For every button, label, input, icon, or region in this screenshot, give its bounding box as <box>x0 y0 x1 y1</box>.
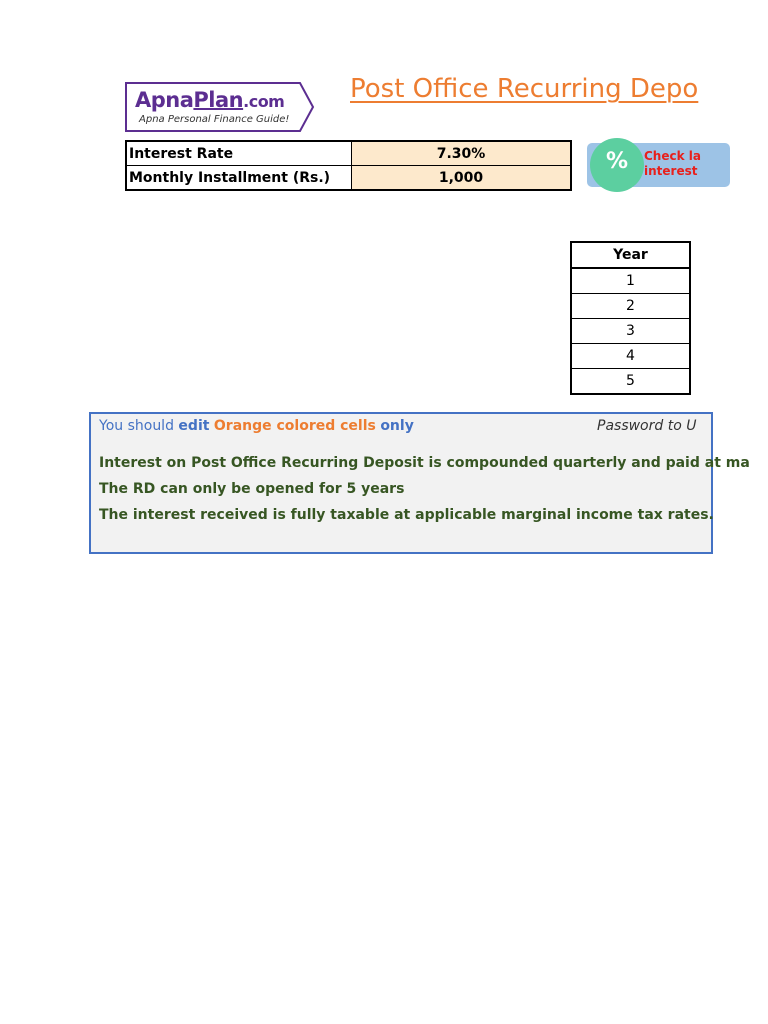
year-cell: 3 <box>571 319 690 344</box>
page-title: Post Office Recurring Depo <box>350 74 699 104</box>
input-row-monthly-installment <box>126 166 571 191</box>
monthly-installment-label: Monthly Installment (Rs.) <box>126 166 352 191</box>
interest-rate-cell[interactable]: 7.30% <box>352 141 572 166</box>
edit-instruction: You should edit Orange colored cells only <box>99 418 414 434</box>
logo-wordmark: ApnaPlan.com <box>135 88 285 112</box>
table-row <box>571 369 690 395</box>
monthly-installment-cell[interactable]: 1,000 <box>352 166 572 191</box>
table-row <box>571 319 690 344</box>
interest-rate-label: Interest Rate <box>126 141 352 166</box>
note-line-compounding: Interest on Post Office Recurring Deposit is compounded quarterly and paid at ma <box>99 455 750 471</box>
note-line-taxation: The interest received is fully taxable at applicable marginal income tax rates. <box>99 507 714 523</box>
logo-tagline: Apna Personal Finance Guide! <box>139 114 290 125</box>
year-cell: 1 <box>571 268 690 294</box>
check-latest-rate-label[interactable]: Check la interest <box>644 149 701 178</box>
table-row <box>571 268 690 294</box>
table-row <box>571 344 690 369</box>
year-table <box>570 241 691 395</box>
table-row <box>571 294 690 319</box>
year-header: Year <box>571 242 690 268</box>
input-table <box>125 140 572 191</box>
percent-up-icon[interactable]: % <box>590 138 644 192</box>
password-note: Password to U <box>597 418 697 434</box>
year-cell: 2 <box>571 294 690 319</box>
year-cell: 5 <box>571 369 690 395</box>
year-cell: 4 <box>571 344 690 369</box>
note-line-tenure: The RD can only be opened for 5 years <box>99 481 405 497</box>
input-row-interest-rate <box>126 141 571 166</box>
apnaplan-logo[interactable] <box>125 82 315 132</box>
instructions-box <box>89 412 750 554</box>
